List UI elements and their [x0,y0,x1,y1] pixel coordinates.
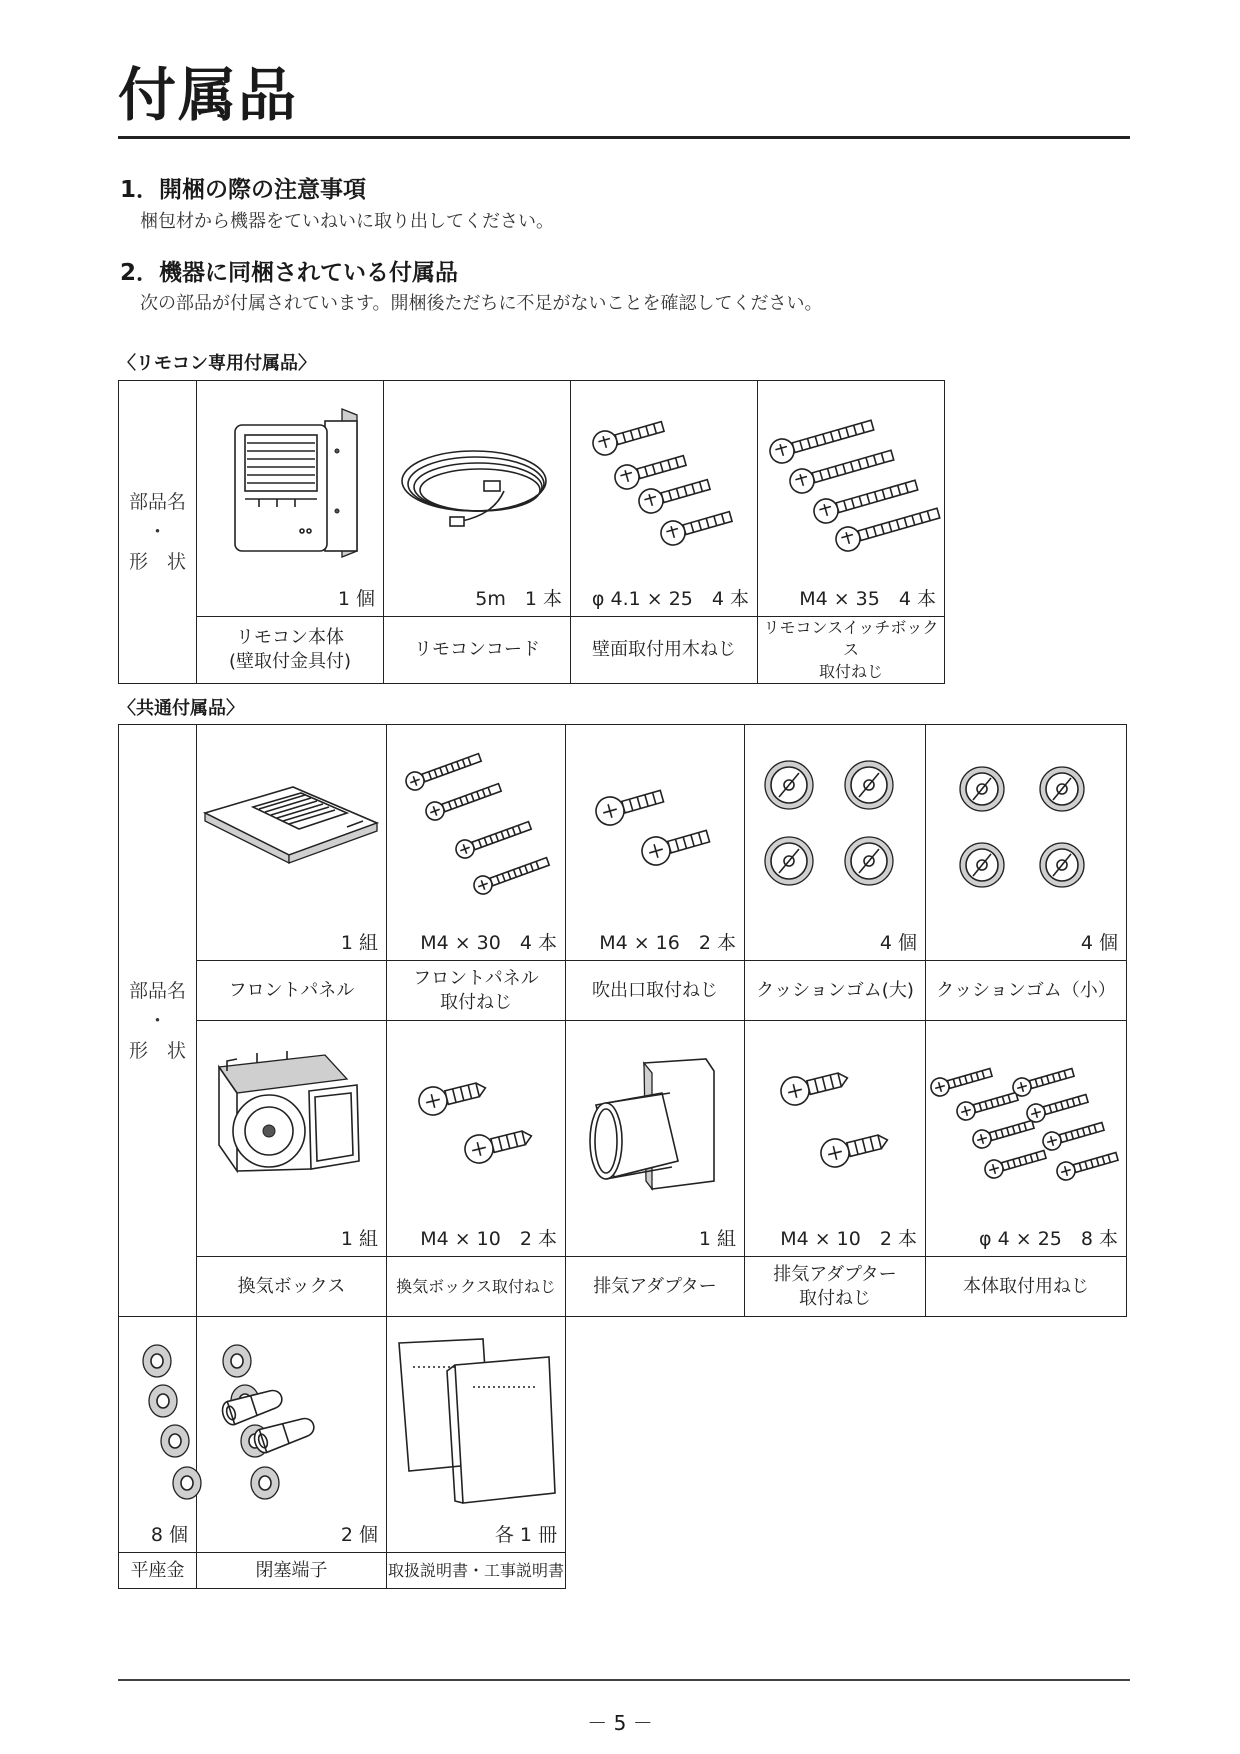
part-name [387,961,566,1021]
ventilation-box-cell [197,1021,387,1257]
part-name-line: 吹出口取付ねじ [592,979,718,1001]
cushion-rubber-small-icon [926,725,1126,961]
remote-cord-cell [384,381,571,617]
wood-screw-icon [571,381,757,617]
front-panel-cell [197,725,387,961]
tapping-screw-icon [387,1021,565,1257]
qty-label: φ 4.1 × 25 4 本 [591,588,749,610]
closed-end-connector-cell [197,1317,387,1553]
part-name [197,1257,387,1317]
part-name-line: (壁取付金具付) [228,651,352,672]
qty-label: M4 × 35 4 本 [799,588,936,610]
qty-label: 1 組 [340,1228,378,1250]
short-screw-icon [566,725,744,961]
part-name [926,1257,1127,1317]
part-name-line: 取付ねじ [818,662,883,681]
part-name-line: 閉塞端子 [255,1559,328,1581]
part-name-line: 壁面取付用木ねじ [592,639,736,660]
remote-controller-cell [197,381,384,617]
section-2-body: 次の部品が付属されています。開梱後ただちに不足がないことを確認してください。 [140,293,823,314]
part-name-line: 本体取付用ねじ [963,1275,1089,1297]
tapping-screw-icon [745,1021,925,1257]
part-name [384,617,571,684]
part-name-line: リモコン本体 [236,627,344,648]
ventilation-box-icon [197,1021,386,1257]
row-header-line: ・ [147,521,167,543]
section-1-heading: 1．開梱の際の注意事項 [120,177,367,203]
machine-screw-35-cell [758,381,945,617]
qty-label: M4 × 30 4 本 [420,932,557,954]
qty-label: M4 × 10 2 本 [420,1228,557,1250]
part-name [926,961,1127,1021]
cushion-rubber-small-cell [926,725,1127,961]
ventilation-box-screw-cell [387,1021,566,1257]
cushion-rubber-large-icon [745,725,925,961]
closed-end-connector-icon [197,1317,375,1553]
remote-controller-icon [197,381,383,617]
part-name [566,961,745,1021]
empty-cell [745,1553,926,1589]
part-name-line: 排気アダプター [593,1275,717,1297]
manual-booklet-cell [387,1317,566,1553]
row-header [119,381,197,684]
exhaust-adapter-icon [566,1021,744,1257]
qty-label: 各 1 冊 [494,1524,557,1546]
body-screw-cell [926,1021,1127,1257]
long-screw-icon [387,725,565,961]
front-panel-icon [197,725,386,961]
empty-cell [566,1553,745,1589]
part-name [197,961,387,1021]
part-name [197,1553,387,1589]
page-number: － 5 － [587,1711,653,1735]
outlet-screw-cell [566,725,745,961]
part-name-line: フロントパネル [413,967,539,989]
empty-cell [566,1317,745,1553]
row-header-line: 部品名 [128,491,186,513]
section-2-heading: 2．機器に同梱されている付属品 [120,260,459,286]
exhaust-adapter-cell [566,1021,745,1257]
manual-booklet-icon [387,1317,565,1553]
part-name-line: 換気ボックス [237,1275,346,1297]
part-name-line: リモコンコード [414,639,540,660]
title-rule [118,136,1130,139]
qty-label: M4 × 10 2 本 [780,1228,917,1250]
empty-cell [745,1317,926,1553]
qty-label: 4 個 [879,932,917,954]
common-table-caption: 〈共通付属品〉 [118,698,244,719]
body-screw-icon [926,1021,1126,1257]
part-name [387,1257,566,1317]
row-header-line: 部品名 [128,979,186,1002]
part-name [566,1257,745,1317]
remote-table-caption: 〈リモコン専用付属品〉 [118,353,316,374]
part-name [758,617,945,684]
cord-coil-icon [384,381,570,617]
row-header-line: ・ [147,1009,167,1032]
row-header [119,725,197,1317]
part-name-line: 平座金 [130,1559,185,1581]
part-name-line: クッションゴム(大) [756,979,914,1001]
part-name-line: 取扱説明書・工事説明書 [387,1560,564,1580]
row-header-line: 形 状 [128,551,186,573]
part-name-line: 換気ボックス取付ねじ [396,1276,556,1296]
part-name-line: 取付ねじ [799,1287,871,1309]
part-name-line: リモコンスイッチボックス [763,618,939,659]
qty-label: 1 組 [698,1228,736,1250]
part-name-line: 取付ねじ [440,991,512,1013]
row-header-line: 形 状 [128,1039,186,1062]
flat-washer-cell [119,1317,197,1553]
common-accessories-table [118,724,1127,1589]
cushion-rubber-large-cell [745,725,926,961]
part-name [119,1553,197,1589]
qty-label: 1 個 [337,588,375,610]
part-name [387,1553,566,1589]
part-name-line: クッションゴム（小） [936,979,1116,1001]
qty-label: M4 × 16 2 本 [599,932,736,954]
footer-rule [118,1679,1130,1681]
section-1-body: 梱包材から機器をていねいに取り出してください。 [140,211,554,232]
qty-label: 1 組 [340,932,378,954]
qty-label: 8 個 [150,1524,188,1546]
part-name [745,1257,926,1317]
part-name [571,617,758,684]
part-name [745,961,926,1021]
part-name-line: 排気アダプター [773,1263,897,1285]
machine-screw-icon [758,381,944,617]
remote-accessories-table [118,380,945,684]
front-panel-screw-cell [387,725,566,961]
qty-label: 5m 1 本 [475,588,562,610]
qty-label: 2 個 [340,1524,378,1546]
page-title: 付属品 [118,61,299,129]
exhaust-adapter-screw-cell [745,1021,926,1257]
qty-label: 4 個 [1080,932,1118,954]
qty-label: φ 4 × 25 8 本 [979,1228,1118,1250]
part-name-line: フロントパネル [228,979,355,1001]
part-name [197,617,384,684]
wood-screw-cell [571,381,758,617]
